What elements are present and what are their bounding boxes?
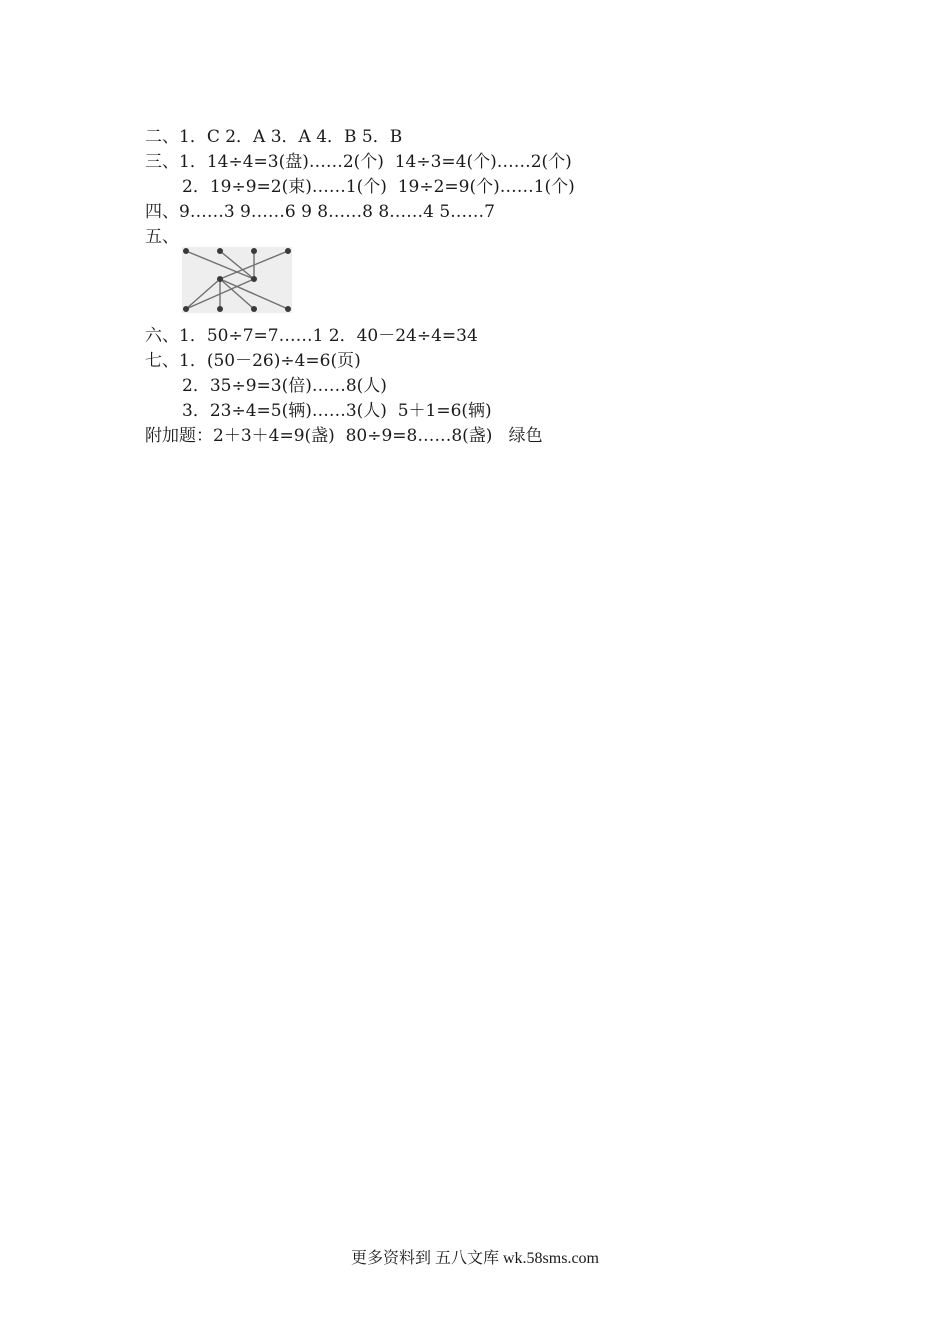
matching-diagram xyxy=(182,247,292,313)
answer-section-7-line-2: 2．35÷9=3(倍)……8(人) xyxy=(182,376,387,396)
answer-section-2: 二、1．C 2．A 3．A 4．B 5．B xyxy=(145,127,403,147)
answer-section-7-line-1: 七、1．(50－26)÷4=6(页) xyxy=(145,351,361,371)
answer-section-4: 四、9……3 9……6 9 8……8 8……4 5……7 xyxy=(145,202,495,222)
answer-bonus: 附加题：2＋3＋4=9(盏) 80÷9=8……8(盏) 绿色 xyxy=(145,426,543,446)
answer-section-7-line-3: 3．23÷4=5(辆)……3(人) 5＋1=6(辆) xyxy=(182,401,492,421)
answer-section-3-line-2: 2．19÷9=2(束)……1(个) 19÷2=9(个)……1(个) xyxy=(182,177,575,197)
answer-section-5: 五、 xyxy=(145,227,179,247)
answer-section-6: 六、1．50÷7=7……1 2．40－24÷4=34 xyxy=(145,326,478,346)
answer-section-3-line-1: 三、1．14÷4=3(盘)……2(个) 14÷3=4(个)……2(个) xyxy=(145,152,572,172)
footer-link-text[interactable]: 更多资料到 五八文库 wk.58sms.com xyxy=(350,1250,599,1267)
